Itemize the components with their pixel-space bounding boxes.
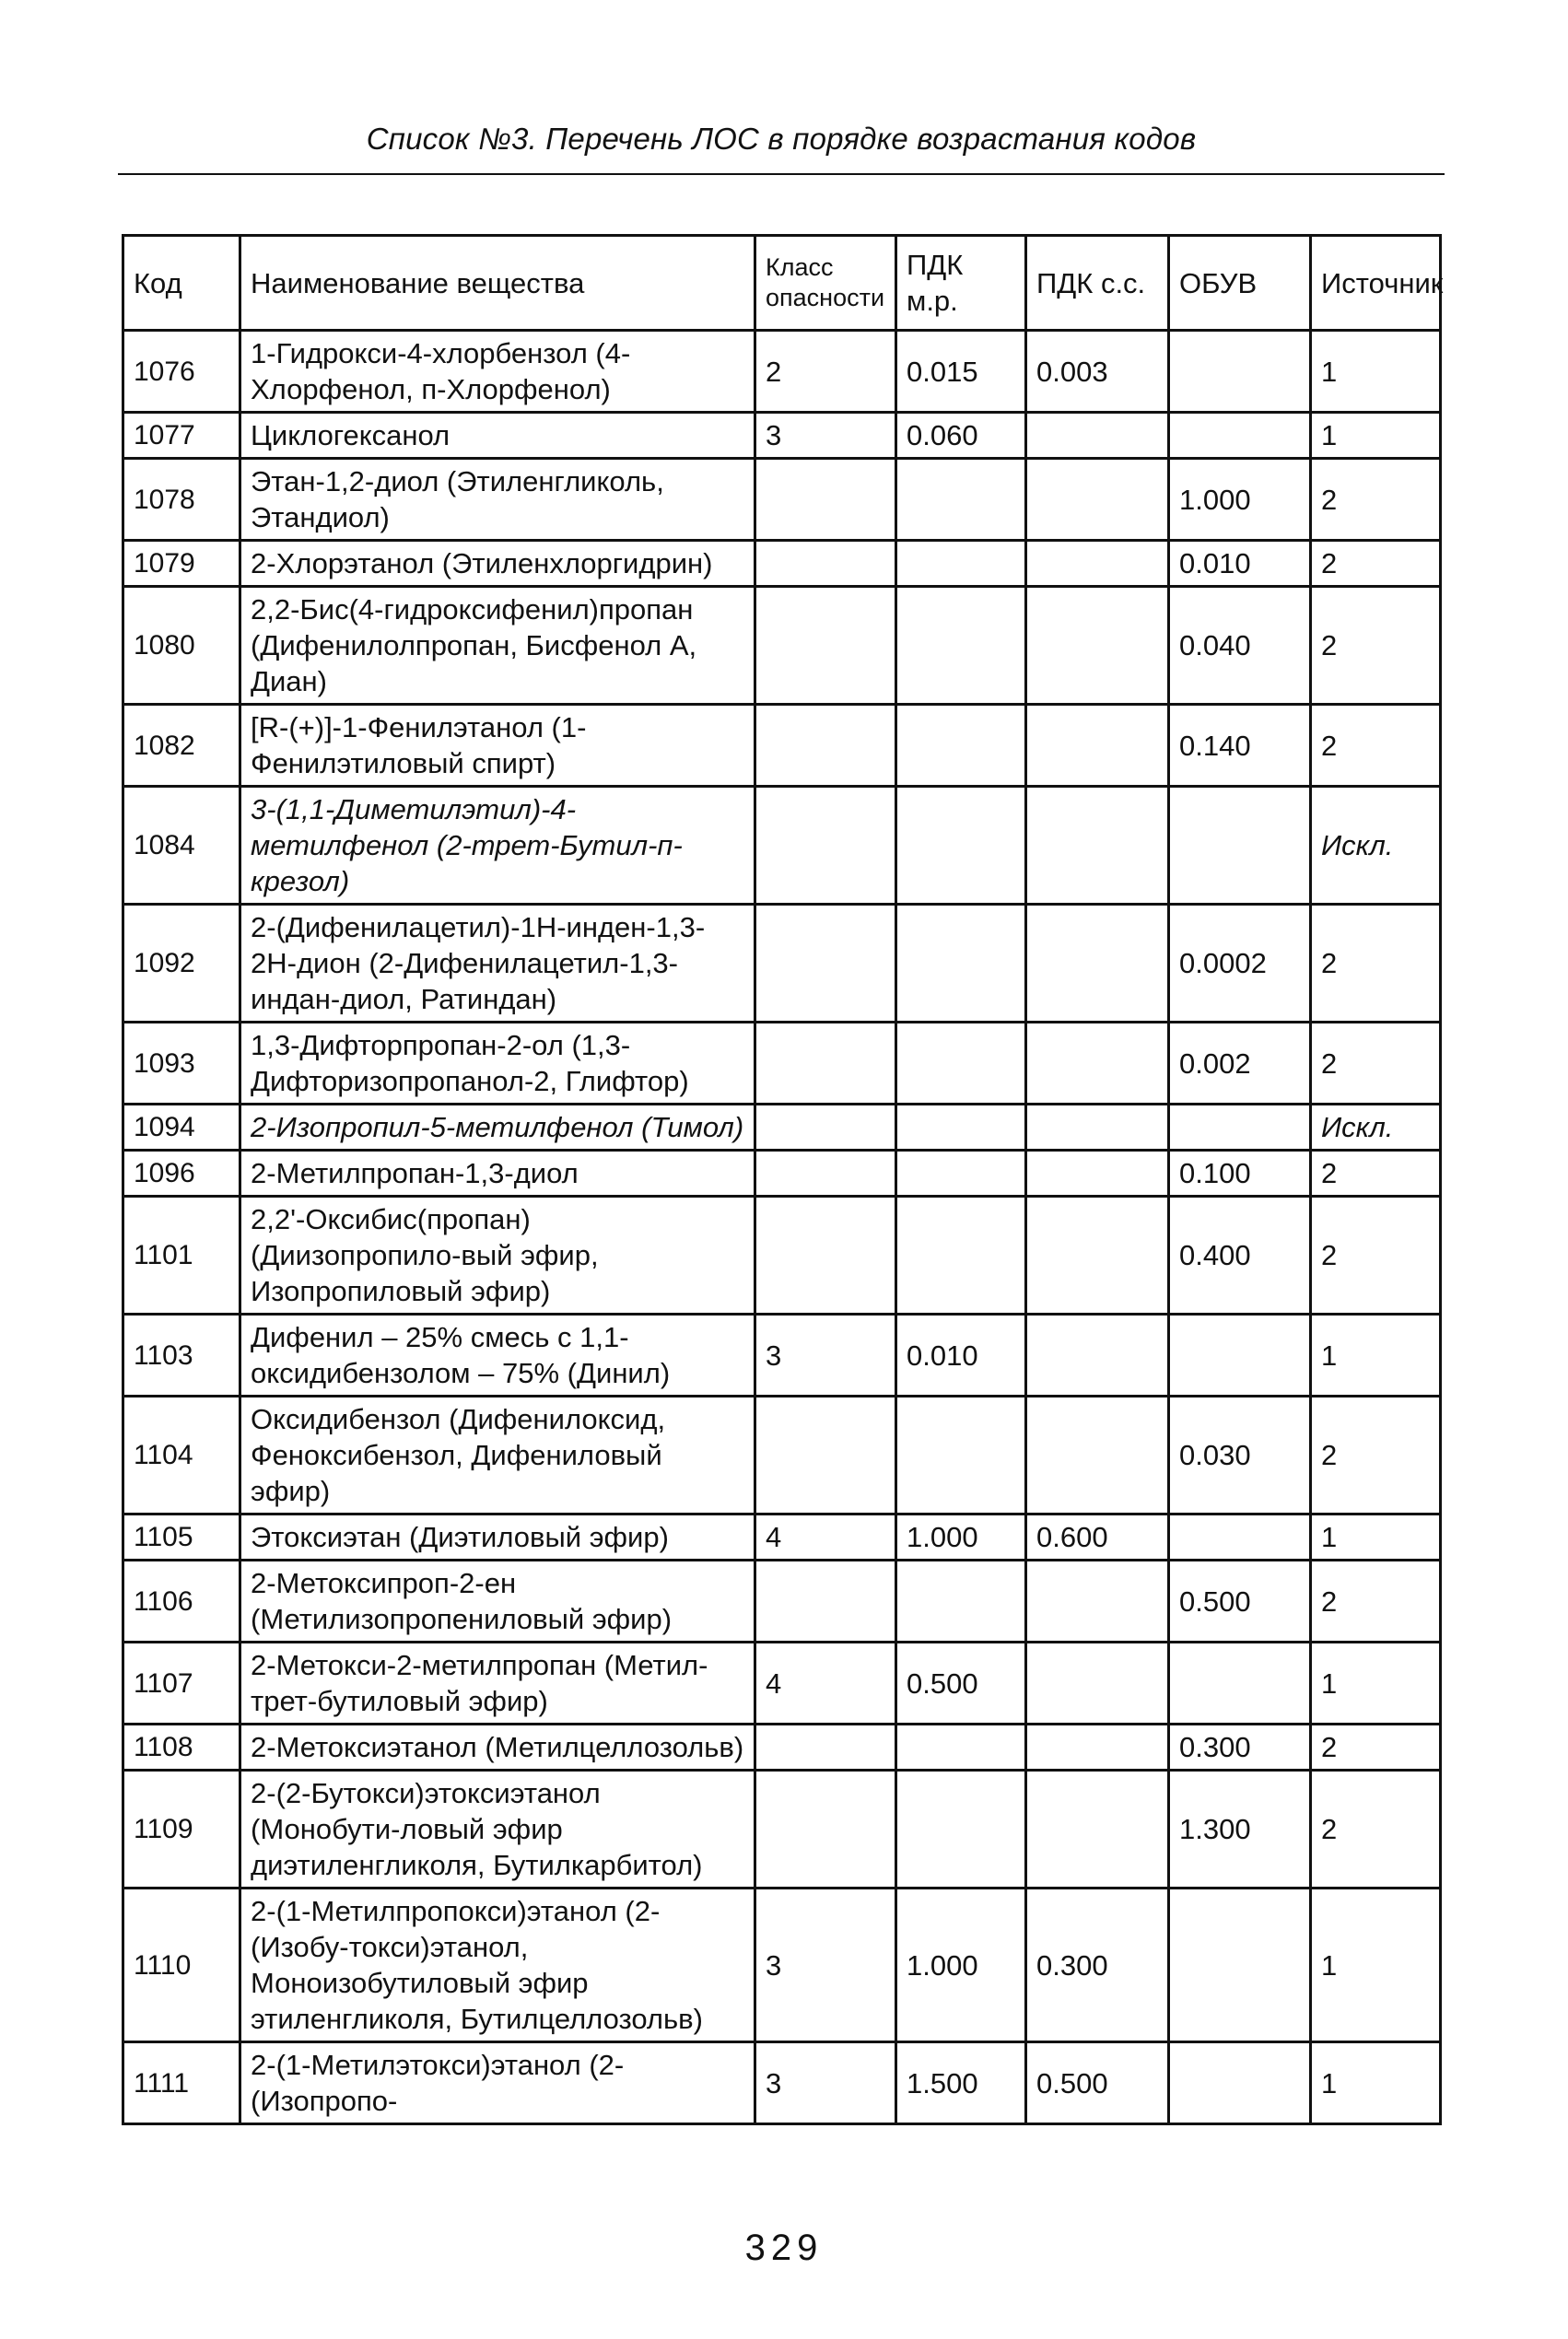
- cell-source: 2: [1311, 459, 1441, 541]
- cell-hazard-class: [755, 1725, 896, 1771]
- cell-name: Этан-1,2-диол (Этиленгликоль, Этандиол): [240, 459, 755, 541]
- cell-code: 1109: [123, 1771, 240, 1889]
- table-row: [123, 1889, 1441, 2042]
- cell-code: 1104: [123, 1397, 240, 1515]
- table-row: [123, 1105, 1441, 1151]
- cell-pdk-mr: 0.010: [896, 1315, 1026, 1397]
- table-row: [123, 587, 1441, 705]
- cell-code: 1106: [123, 1561, 240, 1643]
- cell-pdk-mr: [896, 1151, 1026, 1197]
- cell-name: 2,2-Бис(4-гидроксифенил)пропан (Дифенилолпропан, Бисфенол А, Диан): [240, 587, 755, 705]
- cell-pdk-ss: [1026, 1561, 1169, 1643]
- cell-code: 1077: [123, 413, 240, 459]
- header-obuv: ОБУВ: [1169, 236, 1311, 331]
- substances-table: [122, 234, 1442, 2125]
- cell-hazard-class: 3: [755, 1315, 896, 1397]
- cell-obuv: [1169, 787, 1311, 905]
- running-head: Список №3. Перечень ЛОС в порядке возрастания кодов: [366, 122, 1197, 156]
- cell-name: Циклогексанол: [240, 413, 755, 459]
- cell-obuv: [1169, 413, 1311, 459]
- table-body: [123, 331, 1441, 2124]
- cell-pdk-mr: [896, 1771, 1026, 1889]
- cell-hazard-class: 4: [755, 1643, 896, 1725]
- cell-source: 1: [1311, 1515, 1441, 1561]
- cell-code: 1105: [123, 1515, 240, 1561]
- cell-obuv: 0.400: [1169, 1197, 1311, 1315]
- cell-code: 1093: [123, 1023, 240, 1105]
- table-row: [123, 1023, 1441, 1105]
- cell-name: 2-Метоксипроп-2-ен (Метилизопропениловый эфир): [240, 1561, 755, 1643]
- cell-code: 1108: [123, 1725, 240, 1771]
- table-row: [123, 705, 1441, 787]
- cell-obuv: [1169, 1643, 1311, 1725]
- table-row: [123, 1561, 1441, 1643]
- cell-hazard-class: [755, 1561, 896, 1643]
- cell-pdk-mr: [896, 705, 1026, 787]
- cell-pdk-ss: [1026, 1397, 1169, 1515]
- cell-obuv: 1.300: [1169, 1771, 1311, 1889]
- header-hazard-class: [755, 236, 896, 331]
- table-row: [123, 1197, 1441, 1315]
- cell-pdk-ss: [1026, 1151, 1169, 1197]
- cell-obuv: 0.040: [1169, 587, 1311, 705]
- cell-pdk-mr: 1.000: [896, 1515, 1026, 1561]
- page-number: 329: [744, 2228, 824, 2268]
- cell-hazard-class: [755, 1023, 896, 1105]
- cell-source: Искл.: [1311, 1105, 1441, 1151]
- cell-source: 1: [1311, 413, 1441, 459]
- cell-code: 1092: [123, 905, 240, 1023]
- cell-pdk-ss: [1026, 541, 1169, 587]
- cell-pdk-mr: [896, 459, 1026, 541]
- cell-pdk-ss: [1026, 1315, 1169, 1397]
- cell-source: 2: [1311, 1023, 1441, 1105]
- cell-code: 1103: [123, 1315, 240, 1397]
- header-pdk-mr: ПДК м.р.: [896, 236, 1026, 331]
- table-row: [123, 459, 1441, 541]
- cell-pdk-ss: [1026, 705, 1169, 787]
- cell-pdk-ss: [1026, 1725, 1169, 1771]
- cell-obuv: 0.0002: [1169, 905, 1311, 1023]
- cell-code: 1101: [123, 1197, 240, 1315]
- cell-name: 2-Метокси-2-метилпропан (Метил-трет-бутиловый эфир): [240, 1643, 755, 1725]
- header-source: Источник: [1311, 236, 1441, 331]
- cell-name: 2-(Дифенилацетил)-1Н-инден-1,3-2Н-дион (2-Дифенилацетил-1,3-индан-диол, Ратиндан): [240, 905, 755, 1023]
- cell-obuv: [1169, 1315, 1311, 1397]
- cell-pdk-mr: [896, 541, 1026, 587]
- cell-source: 2: [1311, 705, 1441, 787]
- cell-hazard-class: 2: [755, 331, 896, 413]
- cell-obuv: 0.140: [1169, 705, 1311, 787]
- cell-hazard-class: 4: [755, 1515, 896, 1561]
- header-name: Наименование вещества: [240, 236, 755, 331]
- table-row: [123, 1397, 1441, 1515]
- cell-obuv: 0.030: [1169, 1397, 1311, 1515]
- cell-pdk-mr: [896, 905, 1026, 1023]
- cell-pdk-ss: 0.300: [1026, 1889, 1169, 2042]
- cell-source: 1: [1311, 1889, 1441, 2042]
- cell-hazard-class: [755, 541, 896, 587]
- cell-pdk-ss: [1026, 1023, 1169, 1105]
- cell-pdk-ss: [1026, 413, 1169, 459]
- cell-source: 1: [1311, 1315, 1441, 1397]
- table-row: [123, 2042, 1441, 2124]
- cell-pdk-ss: 0.003: [1026, 331, 1169, 413]
- cell-pdk-mr: 0.015: [896, 331, 1026, 413]
- table-row: [123, 1151, 1441, 1197]
- table-row: [123, 1515, 1441, 1561]
- cell-obuv: [1169, 2042, 1311, 2124]
- cell-code: 1111: [123, 2042, 240, 2124]
- cell-code: 1094: [123, 1105, 240, 1151]
- table-row: [123, 1643, 1441, 1725]
- cell-pdk-mr: [896, 1023, 1026, 1105]
- cell-hazard-class: 3: [755, 1889, 896, 2042]
- cell-hazard-class: [755, 587, 896, 705]
- cell-source: 2: [1311, 1197, 1441, 1315]
- cell-source: 2: [1311, 905, 1441, 1023]
- cell-name: [R-(+)]-1-Фенилэтанол (1-Фенилэтиловый спирт): [240, 705, 755, 787]
- cell-source: 2: [1311, 1397, 1441, 1515]
- cell-pdk-mr: [896, 1105, 1026, 1151]
- cell-obuv: 1.000: [1169, 459, 1311, 541]
- cell-hazard-class: 3: [755, 413, 896, 459]
- cell-pdk-mr: 1.000: [896, 1889, 1026, 2042]
- cell-pdk-ss: [1026, 1197, 1169, 1315]
- cell-name: Дифенил – 25% смесь с 1,1-оксидибензолом – 75% (Динил): [240, 1315, 755, 1397]
- table-row: [123, 541, 1441, 587]
- cell-code: 1110: [123, 1889, 240, 2042]
- cell-hazard-class: [755, 1197, 896, 1315]
- cell-name: 2-(1-Метилпропокси)этанол (2-(Изобу-токси)этанол, Моноизобутиловый эфир этиленгликоля, Бутилцеллозольв): [240, 1889, 755, 2042]
- cell-source: 2: [1311, 587, 1441, 705]
- cell-pdk-mr: [896, 1561, 1026, 1643]
- table-row: [123, 905, 1441, 1023]
- cell-name: 1,3-Дифторпропан-2-ол (1,3-Дифторизопропанол-2, Глифтор): [240, 1023, 755, 1105]
- cell-hazard-class: [755, 705, 896, 787]
- cell-name: 2,2'-Оксибис(пропан) (Диизопропило-вый эфир, Изопропиловый эфир): [240, 1197, 755, 1315]
- cell-source: 2: [1311, 1725, 1441, 1771]
- cell-name: 2-(2-Бутокси)этоксиэтанол (Монобути-ловый эфир диэтиленгликоля, Бутилкарбитол): [240, 1771, 755, 1889]
- table-row: [123, 331, 1441, 413]
- cell-source: 2: [1311, 1151, 1441, 1197]
- cell-pdk-mr: [896, 1725, 1026, 1771]
- cell-source: 1: [1311, 2042, 1441, 2124]
- cell-name: 2-Хлорэтанол (Этиленхлоргидрин): [240, 541, 755, 587]
- cell-obuv: [1169, 1515, 1311, 1561]
- cell-source: 2: [1311, 541, 1441, 587]
- cell-pdk-ss: 0.600: [1026, 1515, 1169, 1561]
- cell-name: 2-Метоксиэтанол (Метилцеллозольв): [240, 1725, 755, 1771]
- table-row: [123, 413, 1441, 459]
- cell-obuv: 0.300: [1169, 1725, 1311, 1771]
- cell-pdk-ss: 0.500: [1026, 2042, 1169, 2124]
- cell-hazard-class: [755, 1397, 896, 1515]
- cell-obuv: 0.100: [1169, 1151, 1311, 1197]
- cell-pdk-mr: 0.500: [896, 1643, 1026, 1725]
- cell-obuv: 0.010: [1169, 541, 1311, 587]
- cell-name: 2-Метилпропан-1,3-диол: [240, 1151, 755, 1197]
- cell-obuv: 0.500: [1169, 1561, 1311, 1643]
- cell-pdk-mr: 1.500: [896, 2042, 1026, 2124]
- cell-pdk-ss: [1026, 1643, 1169, 1725]
- cell-obuv: [1169, 331, 1311, 413]
- cell-pdk-ss: [1026, 459, 1169, 541]
- cell-pdk-ss: [1026, 1105, 1169, 1151]
- table-row: [123, 1315, 1441, 1397]
- cell-pdk-ss: [1026, 587, 1169, 705]
- cell-pdk-mr: [896, 1197, 1026, 1315]
- cell-obuv: [1169, 1889, 1311, 2042]
- cell-hazard-class: [755, 905, 896, 1023]
- table-row: [123, 1771, 1441, 1889]
- header-hazard-class-line1: Класс: [766, 253, 834, 281]
- cell-name: 2-Изопропил-5-метилфенол (Тимол): [240, 1105, 755, 1151]
- cell-obuv: [1169, 1105, 1311, 1151]
- cell-code: 1080: [123, 587, 240, 705]
- cell-code: 1084: [123, 787, 240, 905]
- table-row: [123, 787, 1441, 905]
- cell-source: 2: [1311, 1561, 1441, 1643]
- cell-hazard-class: 3: [755, 2042, 896, 2124]
- table-header-row: [123, 236, 1441, 331]
- cell-name: 2-(1-Метилэтокси)этанол (2-(Изопропо-: [240, 2042, 755, 2124]
- cell-source: Искл.: [1311, 787, 1441, 905]
- cell-name: 3-(1,1-Диметилэтил)-4-метилфенол (2-трет-Бутил-п-крезол): [240, 787, 755, 905]
- cell-name: Этоксиэтан (Диэтиловый эфир): [240, 1515, 755, 1561]
- cell-source: 2: [1311, 1771, 1441, 1889]
- cell-obuv: 0.002: [1169, 1023, 1311, 1105]
- header-pdk-ss: ПДК с.с.: [1026, 236, 1169, 331]
- cell-name: Оксидибензол (Дифенилоксид, Феноксибензол, Дифениловый эфир): [240, 1397, 755, 1515]
- cell-code: 1079: [123, 541, 240, 587]
- header-hazard-class-line2: опасности: [766, 284, 885, 311]
- header-code: Код: [123, 236, 240, 331]
- cell-hazard-class: [755, 1151, 896, 1197]
- cell-pdk-ss: [1026, 787, 1169, 905]
- cell-code: 1096: [123, 1151, 240, 1197]
- cell-pdk-mr: 0.060: [896, 413, 1026, 459]
- cell-code: 1107: [123, 1643, 240, 1725]
- cell-source: 1: [1311, 331, 1441, 413]
- cell-hazard-class: [755, 1105, 896, 1151]
- cell-code: 1082: [123, 705, 240, 787]
- cell-code: 1076: [123, 331, 240, 413]
- cell-hazard-class: [755, 459, 896, 541]
- header-rule: [118, 173, 1445, 175]
- cell-pdk-ss: [1026, 1771, 1169, 1889]
- cell-source: 1: [1311, 1643, 1441, 1725]
- cell-code: 1078: [123, 459, 240, 541]
- table-row: [123, 1725, 1441, 1771]
- cell-hazard-class: [755, 787, 896, 905]
- cell-name: 1-Гидрокси-4-хлорбензол (4-Хлорфенол, п-Хлорфенол): [240, 331, 755, 413]
- cell-hazard-class: [755, 1771, 896, 1889]
- cell-pdk-mr: [896, 787, 1026, 905]
- cell-pdk-ss: [1026, 905, 1169, 1023]
- cell-pdk-mr: [896, 1397, 1026, 1515]
- cell-pdk-mr: [896, 587, 1026, 705]
